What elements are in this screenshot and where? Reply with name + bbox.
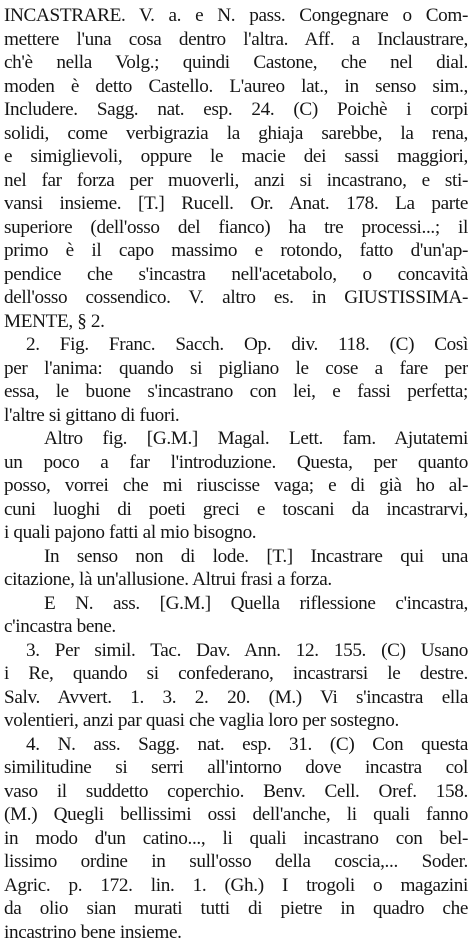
entry-text-line: primo è il capo massimo e rotondo, fatto d'un'ap- [4,239,468,263]
entry-text-line: cuni luoghi di poeti greci e toscani da incastrarvi, [4,498,468,522]
entry-text-line: Includere. Sagg. nat. esp. 24. (C) Poichè i corpi [4,98,468,122]
entry-text-line: citazione, là un'allusione. Altrui frasi a forza. [4,568,468,592]
entry-text-line: da olio sian murati tutti di pietre in quadro che [4,897,468,921]
entry-text-line: Altro fig. [G.M.] Magal. Lett. fam. Ajutatemi [4,427,468,451]
entry-text-line: un poco a far l'introduzione. Questa, per quanto [4,451,468,475]
entry-text-line: vansi insieme. [T.] Rucell. Or. Anat. 178. La parte [4,192,468,216]
entry-text-line: in modo d'un catino..., li quali incastrano con bel- [4,827,468,851]
entry-text-line: Agric. p. 172. lin. 1. (Gh.) I trogoli o magazini [4,874,468,898]
entry-text-line: volentieri, anzi par quasi che vaglia loro per sostegno. [4,709,468,733]
entry-text-line: moden è detto Castello. L'aureo lat., in senso sim., [4,75,468,99]
entry-text-line: (M.) Quegli bellissimi ossi dell'anche, li quali fanno [4,803,468,827]
entry-text-line: vaso il suddetto coperchio. Benv. Cell. Oref. 158. [4,780,468,804]
entry-text-line: 4. N. ass. Sagg. nat. esp. 31. (C) Con questa [4,733,468,757]
entry-text-line: similitudine si serri all'intorno dove incastra col [4,756,468,780]
entry-text-line: dell'osso cossendico. V. altro es. in GIUSTISSIMA- [4,286,468,310]
entry-text-line: i quali pajono fatti al mio bisogno. [4,521,468,545]
entry-text-line: e simiglievoli, oppure le macie dei sassi maggiori, [4,145,468,169]
entry-text-line: incastrino bene insieme. [4,921,468,944]
entry-text-line: In senso non di lode. [T.] Incastrare qui una [4,545,468,569]
entry-text-line: superiore (dell'osso del fianco) ha tre processi...; il [4,216,468,240]
entry-text-line: posso, vorrei che mi riuscisse vaga; e di già ho al- [4,474,468,498]
entry-text-line: 3. Per simil. Tac. Dav. Ann. 12. 155. (C) Usano [4,639,468,663]
entry-text-line: ch'è nella Volg.; quindi Castone, che nel dial. [4,51,468,75]
entry-text-line: l'altre si gittano di fuori. [4,404,468,428]
entry-text-line: pendice che s'incastra nell'acetabolo, o concavità [4,263,468,287]
entry-text-line: mettere l'una cosa dentro l'altra. Aff. a Inclaustrare, [4,28,468,52]
dictionary-entry-incastrare [4,4,468,944]
entry-text-line: essa, le buone s'incastrano con lei, e fassi perfetta; [4,380,468,404]
entry-headword-line: INCASTRARE. V. a. e N. pass. Congegnare o Com- [4,4,468,28]
entry-text-line: lissimo ordine in sull'osso della coscia,... Soder. [4,850,468,874]
entry-text-line: nel far forza per muoverli, anzi si incastrano, e sti- [4,169,468,193]
entry-text-line: 2. Fig. Franc. Sacch. Op. div. 118. (C) Così [4,333,468,357]
entry-text-line: Salv. Avvert. 1. 3. 2. 20. (M.) Vi s'incastra ella [4,686,468,710]
entry-text-line: per l'anima: quando si pigliano le cose a fare per [4,357,468,381]
entry-text-line: E N. ass. [G.M.] Quella riflessione c'incastra, [4,592,468,616]
entry-text-line: MENTE, § 2. [4,310,468,334]
entry-text-line: c'incastra bene. [4,615,468,639]
entry-text-line: i Re, quando si confederano, incastrarsi le destre. [4,662,468,686]
entry-text-line: solidi, come verbigrazia la ghiaja sarebbe, la rena, [4,122,468,146]
